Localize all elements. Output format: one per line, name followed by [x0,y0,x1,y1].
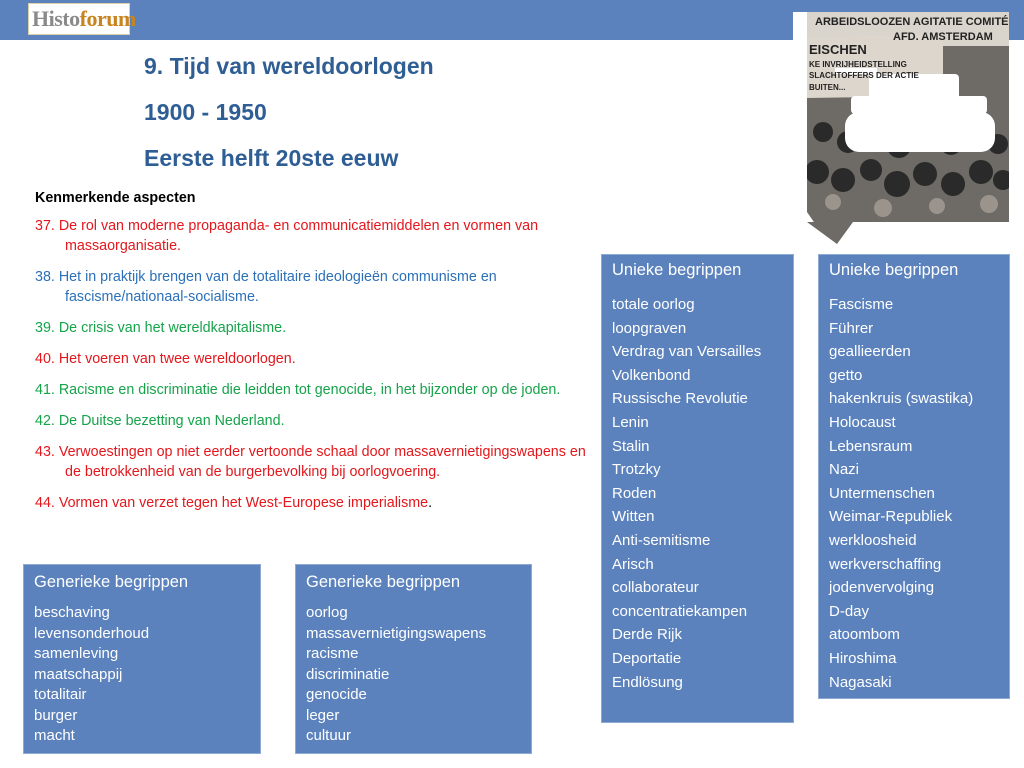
concept-item: werkloosheid [829,531,917,549]
concept-item: hakenkruis (swastika) [829,390,974,408]
unique-concepts-title: Unieke begrippen [612,261,742,279]
concept-item: Anti-semitisme [612,531,711,549]
concept-item: werkverschaffing [829,555,942,573]
unique-concepts-list [602,293,793,694]
concept-item: genocide [306,686,367,703]
generic-concepts-title: Generieke begrippen [34,573,189,591]
page-period: 1900 - 1950 [144,99,267,125]
aspect-37: 37. De rol van moderne propaganda- en communicatiemiddelen en vormen van massaorganisatie. [35,218,539,254]
page-title: 9. Tijd van wereldoorlogen [144,53,434,79]
concept-item: concentratiekampen [612,602,748,620]
svg-text:ARBEIDSLOOZEN AGITATIE COMITÉ: ARBEIDSLOOZEN AGITATIE COMITÉ [815,16,1009,28]
concept-item: oorlog [306,604,348,621]
concept-item: geallieerden [829,343,911,361]
concept-item: Weimar-Republiek [829,508,953,526]
concept-item: atoombom [829,626,900,644]
generic-concepts-list [296,603,531,747]
concept-item: racisme [306,645,359,662]
aspect-43: 43. Verwoestingen op niet eerder vertoonde schaal door massavernietigingswapens en de betrokkenheid van de burgerbevolking bij oorlogvoering. [35,444,586,480]
aspect-42: 42. De Duitse bezetting van Nederland. [35,413,285,429]
concept-item: Roden [612,484,657,502]
concept-item: totale oorlog [612,296,695,313]
page-subtitle: Eerste helft 20ste eeuw [144,145,399,171]
aspect-41: 41. Racisme en discriminatie die leidden tot genocide, in het bijzonder op de joden. [35,382,561,398]
generic-concepts-box-2 [295,564,532,754]
concept-item: collaborateur [612,579,699,597]
generic-concepts-list [24,603,260,747]
concept-item: massavernietigingswapens [306,624,487,642]
concept-item: Derde Rijk [612,626,683,644]
aspect-40: 40. Het voeren van twee wereldoorlogen. [35,351,296,367]
generic-concepts-title: Generieke begrippen [306,573,461,591]
concept-item: Trotzky [612,461,661,479]
concept-item: Witten [612,508,655,526]
concept-item: Hiroshima [829,649,897,667]
concept-item: Russische Revolutie [612,390,748,408]
concept-item: D-day [829,602,870,620]
concept-item: discriminatie [306,665,390,683]
svg-text:KE INVRIJHEIDSTELLING: KE INVRIJHEIDSTELLING [809,60,907,69]
concept-item: Stalin [612,437,650,455]
concept-item: Nagasaki [829,673,892,691]
unique-concepts-title: Unieke begrippen [829,261,959,279]
concept-item: Endlösung [612,673,683,691]
concept-item: Untermenschen [829,484,935,502]
histoforum-logo[interactable] [28,3,136,35]
concept-item: Nazi [829,461,860,479]
concept-item: Führer [829,319,874,337]
logo-text: Histoforum [32,6,136,31]
concept-item: Arisch [612,555,654,573]
concept-item: cultuur [306,727,352,744]
concept-item: getto [829,366,863,384]
aspect-38: 38. Het in praktijk brengen van de totalitaire ideologieën communisme en fascisme/nationaal-socialisme. [35,269,497,305]
concept-item: beschaving [34,604,110,621]
unique-concepts-list [819,293,1009,694]
concept-item: Lenin [612,413,649,431]
svg-text:AFD. AMSTERDAM: AFD. AMSTERDAM [893,31,993,43]
aspect-44: 44. Vormen van verzet tegen het West-Europese imperialisme. [35,495,433,511]
concept-item: Holocaust [829,413,896,431]
key-aspects-heading: Kenmerkende aspecten [35,190,196,206]
concept-item: totalitair [34,686,87,703]
generic-concepts-box-1 [23,564,261,754]
concept-item: maatschappij [34,665,123,683]
historical-photo [793,12,1009,244]
concept-item: Deportatie [612,649,682,667]
concept-item: Verdrag van Versailles [612,343,762,361]
unique-concepts-box-2 [818,254,1010,699]
svg-text:BUITEN...: BUITEN... [809,83,846,92]
concept-item: levensonderhoud [34,624,150,642]
svg-text:SLACHTOFFERS DER ACTIE: SLACHTOFFERS DER ACTIE [809,71,919,80]
concept-item: samenleving [34,645,119,662]
key-aspects [35,188,605,524]
concept-item: leger [306,706,340,724]
concept-item: Volkenbond [612,366,691,384]
concept-item: Fascisme [829,296,894,313]
concept-item: Lebensraum [829,437,913,455]
unique-concepts-box-1 [601,254,794,723]
concept-item: burger [34,706,78,724]
concept-item: macht [34,727,75,744]
aspect-39: 39. De crisis van het wereldkapitalisme. [35,320,287,336]
svg-text:EISCHEN: EISCHEN [809,42,867,57]
concept-item: jodenvervolging [829,579,935,597]
concept-item: loopgraven [612,319,687,337]
